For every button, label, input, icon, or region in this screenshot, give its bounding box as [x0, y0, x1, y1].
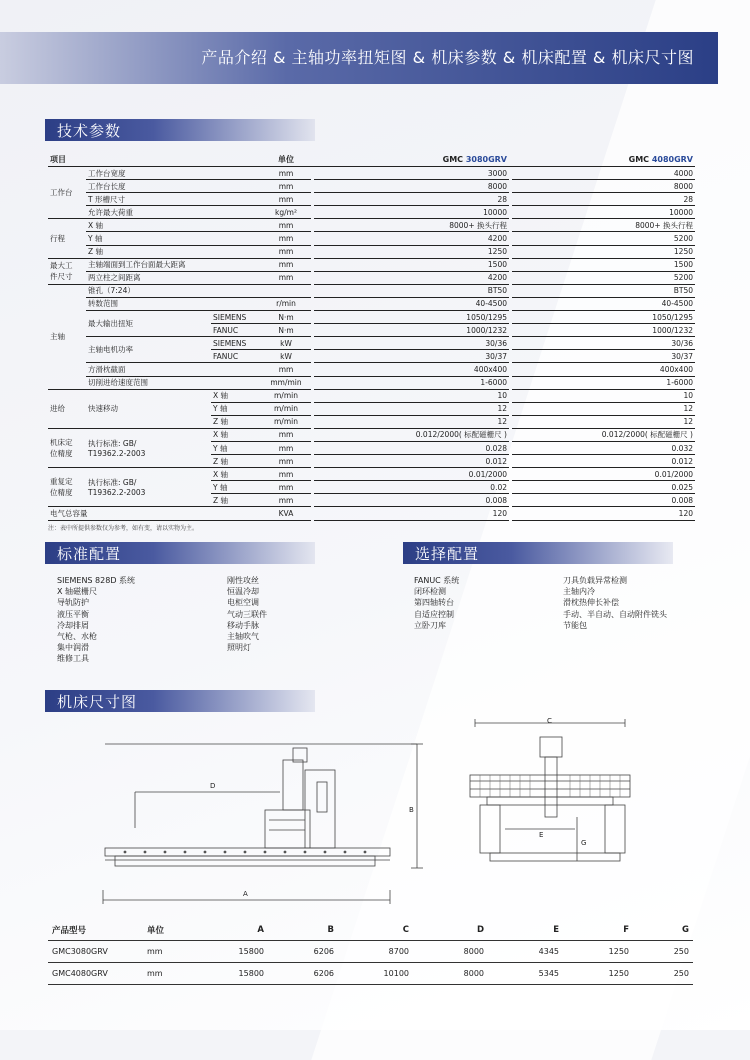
- section-dimensions-title: 机床尺寸图: [57, 693, 138, 711]
- table-row: 允许最大荷重 kg/m² 10000 10000: [48, 206, 695, 219]
- section-optional: [403, 542, 673, 564]
- table-row: Y 轴 mm 4200 5200: [48, 232, 695, 245]
- table-row: 工作台 工作台宽度 mm 3000 4000: [48, 167, 695, 180]
- table-row: 重复定 位精度 执行标准: GB/ T19362.2-2003 X 轴 mm 0.01/2000 0.01/2000: [48, 468, 695, 481]
- optional-list-left: FANUC 系统 闭环检测 第四轴转台 自适应控制 立卧刀库: [414, 576, 460, 630]
- label-D: D: [210, 782, 216, 790]
- table-row: 两立柱之间距离 mm 4200 5200: [48, 271, 695, 284]
- table-row: Y 轴 mm 0.02 0.025: [48, 481, 695, 494]
- group-label: 工作台: [48, 167, 86, 219]
- header-banner: [0, 32, 718, 84]
- label-A: A: [243, 890, 248, 898]
- table-row: GMC3080GRV mm 15800 6206 8700 8000 4345 1250 250: [48, 941, 693, 963]
- table-row: Z 轴 m/min 12 12: [48, 415, 695, 428]
- table-row: Y 轴 mm 0.028 0.032: [48, 441, 695, 454]
- table-row: 转数范围 r/min 40-4500 40-4500: [48, 297, 695, 310]
- table-row: Z 轴 mm 1250 1250: [48, 245, 695, 258]
- table-row: FANUC N·m 1000/1232 1000/1232: [48, 324, 695, 337]
- table-row: GMC4080GRV mm 15800 6206 10100 8000 5345 1250 250: [48, 963, 693, 985]
- table-row: 机床定 位精度 执行标准: GB/ T19362.2-2003 X 轴 mm 0.012/2000( 标配磁栅尺 ) 0.012/2000( 标配磁栅尺 ): [48, 428, 695, 441]
- label-G: G: [581, 839, 587, 847]
- header-model-1: GMC 3080GRV: [314, 152, 509, 167]
- optional-list-right: 刀具负载异常检测 主轴内冷 滑枕热伸长补偿 手动、半自动、自动附件铣头 节能包: [563, 576, 667, 630]
- page-title: 产品介绍 & 主轴功率扭矩图 & 机床参数 & 机床配置 & 机床尺寸图: [201, 48, 694, 67]
- header-item: 项目: [48, 152, 261, 167]
- group-label: 进给: [48, 389, 86, 428]
- table-row: Z 轴 mm 0.008 0.008: [48, 494, 695, 507]
- table-note: 注：表中所提供参数仅为参考，如有变，请以实物为主。: [48, 525, 199, 532]
- table-row: FANUC kW 30/37 30/37: [48, 350, 695, 363]
- side-view-drawing: [95, 740, 425, 905]
- spec-header-row: [48, 152, 695, 167]
- table-row: 行程 X 轴 mm 8000+ 换头行程 8000+ 换头行程: [48, 219, 695, 232]
- group-label: 主轴: [48, 284, 86, 389]
- header-unit: 单位: [261, 152, 311, 167]
- table-row: 主轴电机功率 SIEMENS kW 30/36 30/36: [48, 337, 695, 350]
- section-specs: [45, 119, 315, 141]
- table-row: T 形槽尺寸 mm 28 28: [48, 193, 695, 206]
- label-C: C: [547, 717, 552, 725]
- section-specs-title: 技术参数: [57, 122, 122, 140]
- table-row: 切削进给速度范围 mm/min 1-6000 1-6000: [48, 376, 695, 389]
- group-label: 机床定 位精度: [48, 428, 86, 467]
- dim-header-row: 产品型号 单位 A B C D E F G: [48, 919, 693, 941]
- section-optional-title: 选择配置: [415, 545, 480, 563]
- section-standard: [45, 542, 315, 564]
- header-model-2: GMC 4080GRV: [512, 152, 695, 167]
- dimension-table: [48, 919, 693, 985]
- table-row: 方滑枕截面 mm 400x400 400x400: [48, 363, 695, 376]
- label-E: E: [539, 831, 544, 839]
- table-row: 最大输出扭矩 SIEMENS N·m 1050/1295 1050/1295: [48, 311, 695, 324]
- table-row: 工作台长度 mm 8000 8000: [48, 180, 695, 193]
- section-standard-title: 标准配置: [57, 545, 122, 563]
- table-row: Y 轴 m/min 12 12: [48, 402, 695, 415]
- label-B: B: [409, 806, 414, 814]
- table-row: 最大工 件尺寸 主轴端面到工作台面最大距离 mm 1500 1500: [48, 258, 695, 271]
- table-row: 进给 快速移动 X 轴 m/min 10 10: [48, 389, 695, 402]
- table-row: 电气总容量 KVA 120 120: [48, 507, 695, 520]
- table-row: 主轴 锥孔（7:24） BT50 BT50: [48, 284, 695, 297]
- front-view-drawing: [465, 717, 640, 867]
- spec-table: [48, 152, 695, 521]
- group-label: 重复定 位精度: [48, 468, 86, 507]
- group-label: 最大工 件尺寸: [48, 258, 86, 284]
- group-label: 行程: [48, 219, 86, 258]
- standard-list-left: SIEMENS 828D 系统 X 轴磁栅尺 导轨防护 液压平衡 冷却排屑 气枪、水枪 集中润滑 维修工具: [57, 576, 136, 664]
- table-row: Z 轴 mm 0.012 0.012: [48, 455, 695, 468]
- section-dimensions: [45, 690, 315, 712]
- standard-list-right: 刚性攻丝 恒温冷却 电柜空调 气动三联件 移动手脉 主轴吹气 照明灯: [227, 576, 267, 653]
